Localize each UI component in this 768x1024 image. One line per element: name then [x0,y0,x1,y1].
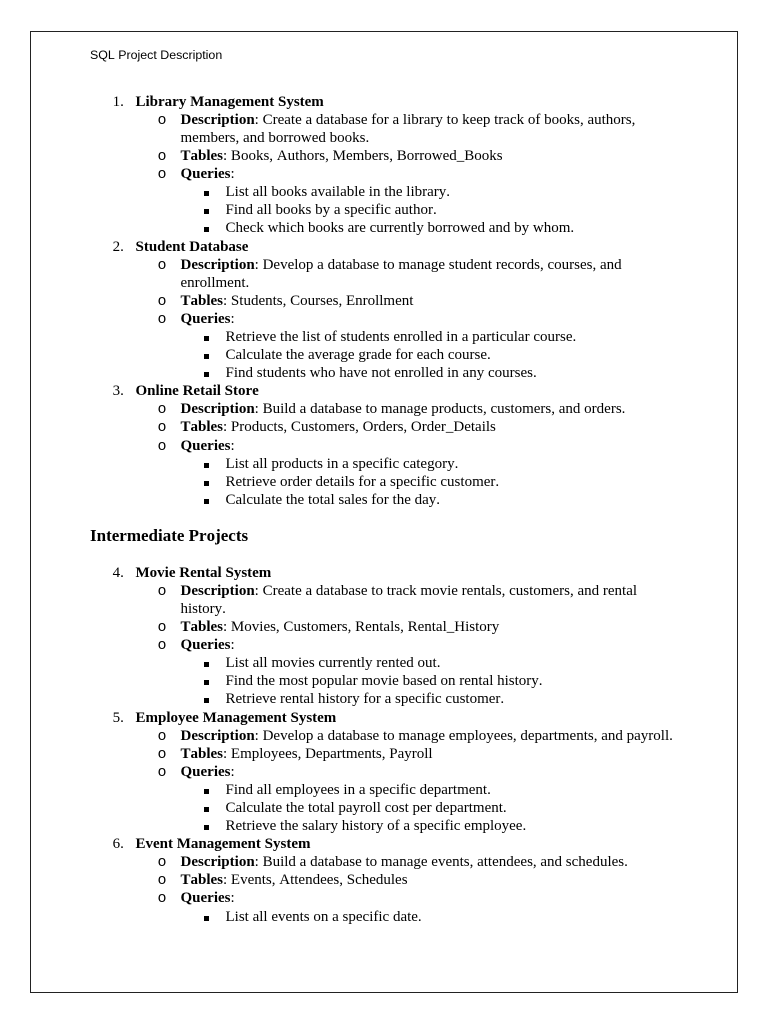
queries-text: : [230,166,235,183]
description-item [157,582,681,618]
tables-item [157,418,681,437]
description-label: Description [180,582,255,599]
query-text: Calculate the total sales for the day. [225,491,441,508]
description-label: Description [180,401,255,418]
query-text: Find all books by a specific author. [225,202,437,219]
project-number: 3. [112,383,124,400]
project-item [0,835,768,925]
square-bullet-icon [204,499,209,504]
queries-label: Queries [180,166,231,183]
tables-label: Tables [180,619,224,636]
sub-bullet-marker: o [157,872,167,890]
query-item [226,364,681,382]
query-item [226,672,681,690]
query-text: Find all employees in a specific department. [225,781,491,798]
query-text: Find the most popular movie based on rental history. [225,673,543,690]
query-text: Retrieve order details for a specific customer. [225,473,500,490]
description-text: : Develop a database to manage student records, courses, and enrollment. [180,256,622,291]
square-bullet-icon [204,209,209,214]
query-text: Retrieve the list of students enrolled in a particular course. [225,329,577,346]
square-bullet-icon [204,698,209,703]
square-bullet-icon [204,807,209,812]
description-label: Description [180,256,255,273]
query-text: List all movies currently rented out. [225,655,441,672]
sub-bullet-marker: o [157,582,167,600]
query-item [226,491,681,509]
project-title: Library Management System [135,93,324,110]
project-title: Movie Rental System [135,564,272,581]
query-text: List all products in a specific category. [225,455,459,472]
queries-item [157,636,681,655]
square-bullet-icon [204,336,209,341]
query-item [226,346,681,364]
queries-text: : [230,890,235,907]
query-item [226,654,681,672]
tables-label: Tables [180,745,224,762]
query-item [226,455,681,473]
project-list [0,564,768,926]
query-text: List all events on a specific date. [225,908,422,925]
tables-text: : Products, Customers, Orders, Order_Details [223,419,496,436]
project-item [0,382,768,509]
query-item [226,473,681,491]
queries-item [157,763,681,781]
square-bullet-icon [204,191,209,196]
project-title-line [112,93,681,111]
query-item [226,908,681,926]
description-label: Description [180,854,255,871]
square-bullet-icon [204,916,209,921]
sub-bullet-marker: o [157,763,167,781]
project-number: 4. [112,564,124,581]
project-title-line [112,382,681,400]
queries-item [157,165,681,184]
query-item [226,183,681,201]
query-item [226,201,681,219]
project-title: Employee Management System [135,709,337,726]
query-item [226,799,681,817]
sub-bullet-marker: o [157,310,167,328]
tables-label: Tables [180,872,224,889]
tables-text: : Movies, Customers, Rentals, Rental_History [223,619,500,636]
sub-bullet-marker: o [157,292,167,310]
sub-bullet-marker: o [157,890,167,908]
square-bullet-icon [204,463,209,468]
tables-text: : Students, Courses, Enrollment [223,292,414,309]
project-number: 6. [112,836,124,853]
description-item [157,111,681,147]
square-bullet-icon [204,354,209,359]
sub-bullet-marker: o [157,437,167,455]
project-title-line [112,709,681,727]
sub-bullet-marker: o [157,419,167,437]
square-bullet-icon [204,789,209,794]
tables-item [157,147,681,166]
square-bullet-icon [204,372,209,377]
sub-bullet-marker: o [157,619,167,637]
description-text: : Build a database to manage events, attendees, and schedules. [254,854,628,871]
description-label: Description [180,111,255,128]
queries-label: Queries [180,890,231,907]
queries-label: Queries [180,763,231,780]
query-item [226,690,681,708]
query-text: Calculate the total payroll cost per department. [225,800,507,817]
description-label: Description [180,727,255,744]
project-number: 1. [112,93,124,110]
queries-item [157,889,681,908]
queries-label: Queries [180,310,231,327]
query-item [226,219,681,237]
description-item [157,727,681,745]
query-text: Find students who have not enrolled in any courses. [225,365,537,382]
query-text: Check which books are currently borrowed and by whom. [225,220,575,237]
project-number: 5. [112,709,124,726]
query-item [226,817,681,835]
tables-item [157,745,681,763]
sub-bullet-marker: o [157,637,167,655]
square-bullet-icon [204,662,209,667]
query-item [226,328,681,346]
tables-text: : Events, Attendees, Schedules [223,872,408,889]
description-text: : Create a database for a library to keep track of books, authors, members, and borrowed books. [180,111,636,146]
project-title: Student Database [135,238,249,255]
queries-label: Queries [180,437,231,454]
queries-label: Queries [180,637,231,654]
query-text: Retrieve the salary history of a specific employee. [225,818,527,835]
description-item [157,853,681,872]
description-item [157,400,681,419]
description-item [157,256,681,292]
tables-label: Tables [180,419,224,436]
query-text: Retrieve rental history for a specific customer. [225,691,505,708]
project-item [0,564,768,709]
square-bullet-icon [204,825,209,830]
tables-item [157,618,681,637]
description-text: : Build a database to manage products, customers, and orders. [254,401,626,418]
square-bullet-icon [204,481,209,486]
project-item [0,238,768,383]
project-title: Online Retail Store [135,383,259,400]
document-header: SQL Project Description [90,47,223,62]
sub-bullet-marker: o [157,166,167,184]
project-item [0,93,768,238]
queries-text: : [230,310,235,327]
square-bullet-icon [204,680,209,685]
sub-bullet-marker: o [157,854,167,872]
project-title-line [112,238,681,256]
project-title-line [112,835,681,853]
description-text: : Create a database to track movie rentals, customers, and rental history. [180,582,638,617]
project-list [0,93,768,509]
project-title: Event Management System [135,836,311,853]
project-number: 2. [112,238,124,255]
tables-text: : Employees, Departments, Payroll [223,745,433,762]
tables-text: : Books, Authors, Members, Borrowed_Books [223,148,503,165]
sub-bullet-marker: o [157,111,167,129]
sub-bullet-marker: o [157,256,167,274]
queries-item [157,437,681,455]
query-text: List all books available in the library. [225,184,451,201]
description-text: : Develop a database to manage employees, departments, and payroll. [254,727,673,744]
sub-bullet-marker: o [157,148,167,166]
tables-label: Tables [180,292,224,309]
sub-bullet-marker: o [157,745,167,763]
sub-bullet-marker: o [157,401,167,419]
queries-text: : [230,437,235,454]
query-text: Calculate the average grade for each course. [225,347,491,364]
queries-item [157,310,681,328]
tables-item [157,871,681,890]
queries-text: : [230,637,235,654]
tables-label: Tables [180,148,224,165]
sub-bullet-marker: o [157,727,167,745]
queries-text: : [230,763,235,780]
project-item [0,709,768,836]
tables-item [157,292,681,310]
query-item [226,781,681,799]
section-heading: Intermediate Projects [90,526,249,545]
project-title-line [112,564,681,582]
square-bullet-icon [204,227,209,232]
